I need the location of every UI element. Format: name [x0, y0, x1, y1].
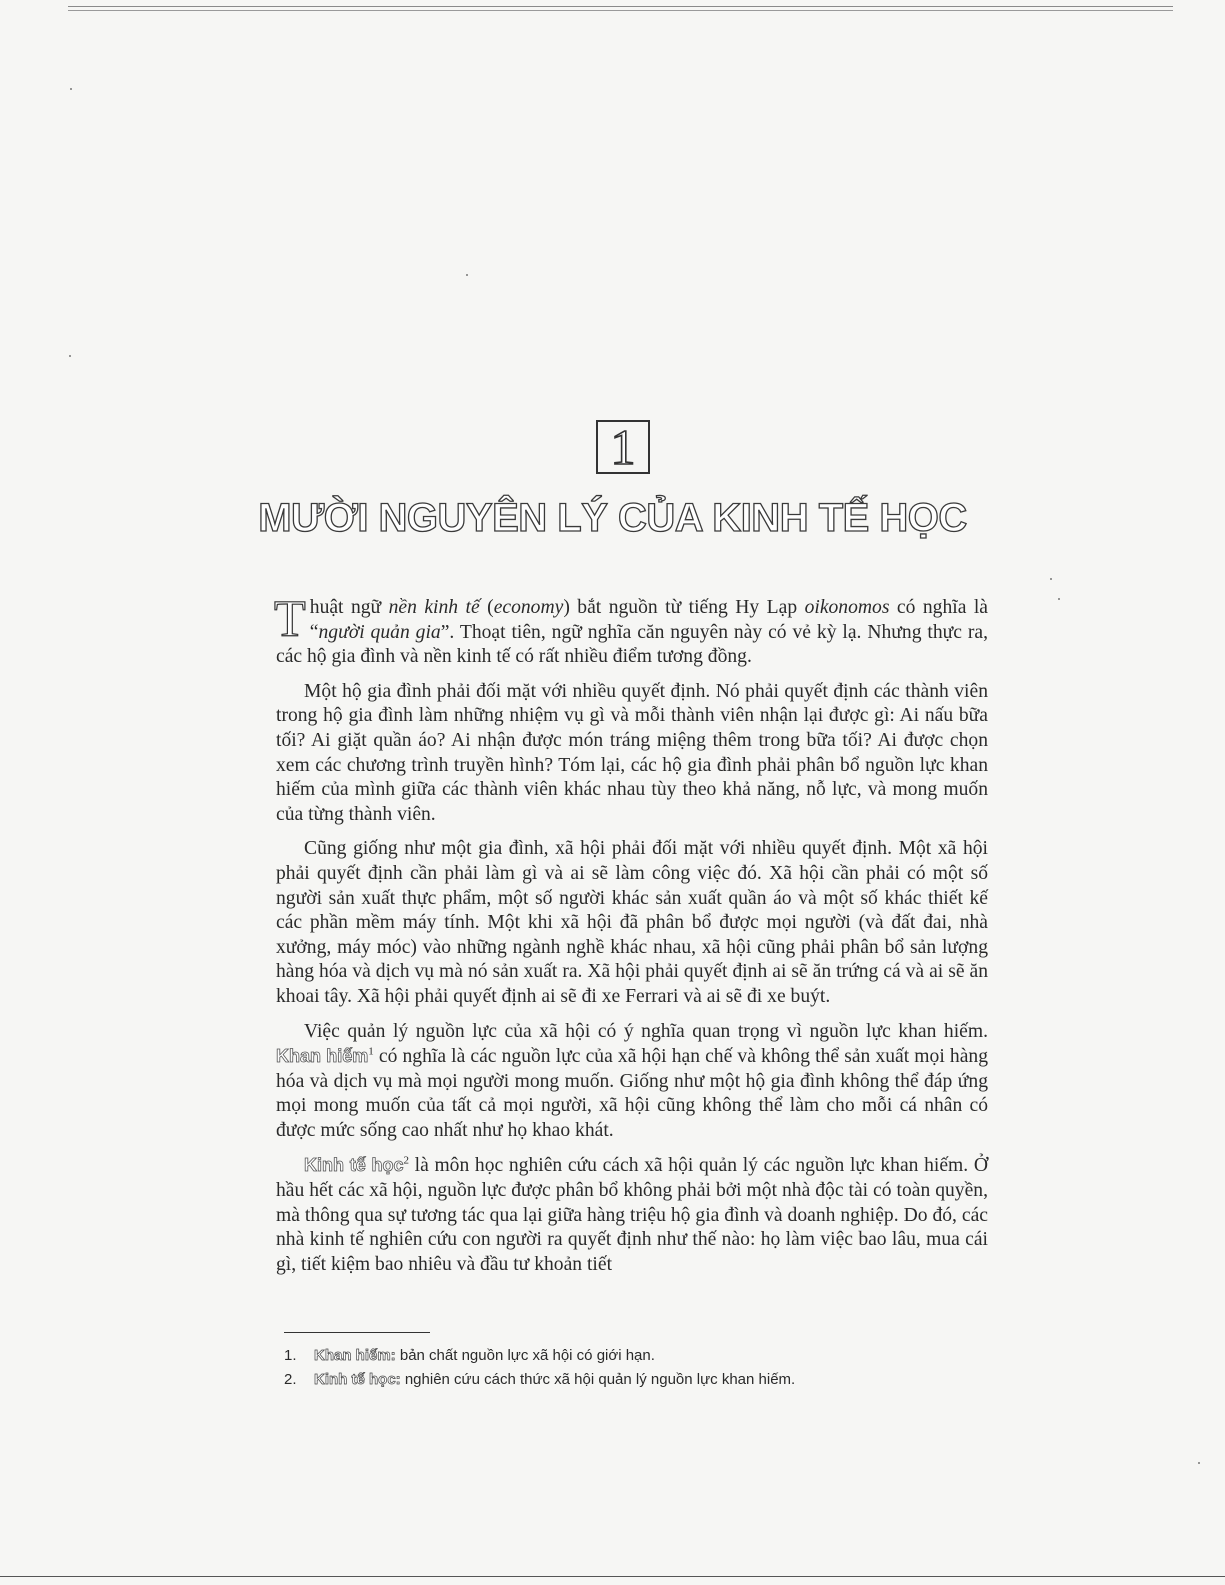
- italic-term: nền kinh tế: [388, 597, 480, 618]
- paragraph-4: [276, 1020, 988, 1144]
- paragraph-5: [276, 1153, 988, 1277]
- text-run: Việc quản lý nguồn lực của xã hội có ý nghĩa quan trọng vì nguồn lực khan hiếm.: [304, 1020, 988, 1042]
- footnotes: [284, 1344, 984, 1392]
- italic-term: người quản gia: [318, 621, 441, 643]
- scan-speck: [70, 88, 72, 90]
- text-run: huật ngữ: [309, 597, 389, 618]
- scan-speck: [1050, 578, 1052, 580]
- footnote-rule: [284, 1332, 430, 1333]
- footnote-ref: 1: [368, 1045, 374, 1058]
- top-rule: [68, 6, 1173, 11]
- chapter-number: 1: [610, 419, 636, 475]
- footnote-definition: bản chất nguồn lực xã hội có giới hạn.: [395, 1347, 655, 1364]
- paragraph-1: [274, 591, 989, 670]
- text-run: (: [479, 597, 494, 618]
- paragraph-3: Cũng giống như một gia đình, xã hội phải đối mặt với nhiều quyết định. Một xã hội phải quyết định cần phải làm gì và ai sẽ làm công việc đó. Xã hội cần phải có một số người sản xuất thực phẩm, một số người khác sản xuất quần áo và một số khác thiết kế các phần mềm máy tính. Một khi xã hội đã phân bổ được mọi người (và đất đai, nhà xưởng, máy móc) vào những ngành nghề khác nhau, xã hội cũng phải phân bổ sản lượng hàng hóa và dịch vụ mà nó sản xuất ra. Xã hội phải quyết định ai sẽ ăn trứng cá và ai sẽ ăn khoai tây. Xã hội phải quyết định ai sẽ đi xe Ferrari và ai sẽ đi xe buýt.: [276, 838, 988, 1007]
- footnote-term: Khan hiếm:: [314, 1347, 396, 1364]
- footnote-ref: 2: [403, 1154, 409, 1167]
- body-text: [274, 591, 989, 1287]
- text-run: là môn học nghiên cứu cách xã hội quản lý các nguồn lực khan hiếm. Ở hầu hết các xã hội, nguồn lực được phân bổ không phải bởi một nhà độc tài có toàn quyền, mà thông qua sự tương tác qua lại giữa hàng triệu hộ gia đình và doanh nghiệp. Do đó, các nhà kinh tế nghiên cứu con người ra quyết định như thế nào: họ làm việc bao lâu, mua cái gì, tiết kiệm bao nhiêu và đầu tư khoản tiết: [276, 1155, 988, 1275]
- text-run: ”. Thoạt tiên, ngữ nghĩa căn nguyên này có vẻ kỳ lạ. Nhưng thực ra, các hộ gia đình và nền kinh tế có rất nhiều điểm tương đồng.: [276, 621, 989, 668]
- scan-speck: [466, 274, 468, 276]
- scan-speck: [1058, 598, 1060, 600]
- footnote-text: [314, 1344, 655, 1368]
- footnote-definition: nghiên cứu cách thức xã hội quản lý nguồn lực khan hiếm.: [400, 1371, 796, 1388]
- bottom-rule: [0, 1576, 1225, 1577]
- scan-speck: [69, 355, 71, 357]
- scan-speck: [1198, 1462, 1200, 1464]
- italic-term: oikonomos: [804, 597, 890, 618]
- key-term: Khan hiếm: [276, 1046, 369, 1067]
- text-run: có nghĩa là các nguồn lực của xã hội hạn chế và không thể sản xuất mọi hàng hóa và dịch vụ mà mọi người mong muốn. Giống như một hộ gia đình không thể đáp ứng mọi mong muốn của tất cả mọi người, xã hội cũng không thể làm cho mỗi cá nhân có được mức sống cao nhất như họ khao khát.: [276, 1046, 989, 1141]
- footnote-number: 1.: [284, 1347, 297, 1364]
- footnote-number: 2.: [284, 1371, 297, 1388]
- footnote-term: Kinh tế học:: [314, 1371, 401, 1388]
- chapter-number-box: [596, 420, 650, 474]
- text-run: có nghĩa là “: [309, 597, 988, 643]
- italic-term: economy: [493, 597, 564, 618]
- drop-cap: T: [274, 591, 306, 648]
- footnote: [284, 1368, 984, 1392]
- chapter-title: MƯỜI NGUYÊN LÝ CỦA KINH TẾ HỌC: [258, 496, 967, 540]
- footnote-text: [314, 1368, 795, 1392]
- key-term: Kinh tế học: [304, 1155, 404, 1176]
- footnote: [284, 1344, 984, 1368]
- paragraph-2: Một hộ gia đình phải đối mặt với nhiều quyết định. Nó phải quyết định các thành viên trong hộ gia đình làm những nhiệm vụ gì và mỗi thành viên nhận lại được gì: Ai nấu bữa tối? Ai giặt quần áo? Ai nhận được món tráng miệng thêm trong bữa tối? Ai được chọn xem các chương trình truyền hình? Tóm lại, các hộ gia đình phải phân bổ nguồn lực khan hiếm của mình giữa các thành viên khác nhau tùy theo khả năng, nỗ lực, và mong muốn của từng thành viên.: [276, 680, 988, 825]
- text-run: ) bắt nguồn từ tiếng Hy Lạp: [563, 597, 805, 618]
